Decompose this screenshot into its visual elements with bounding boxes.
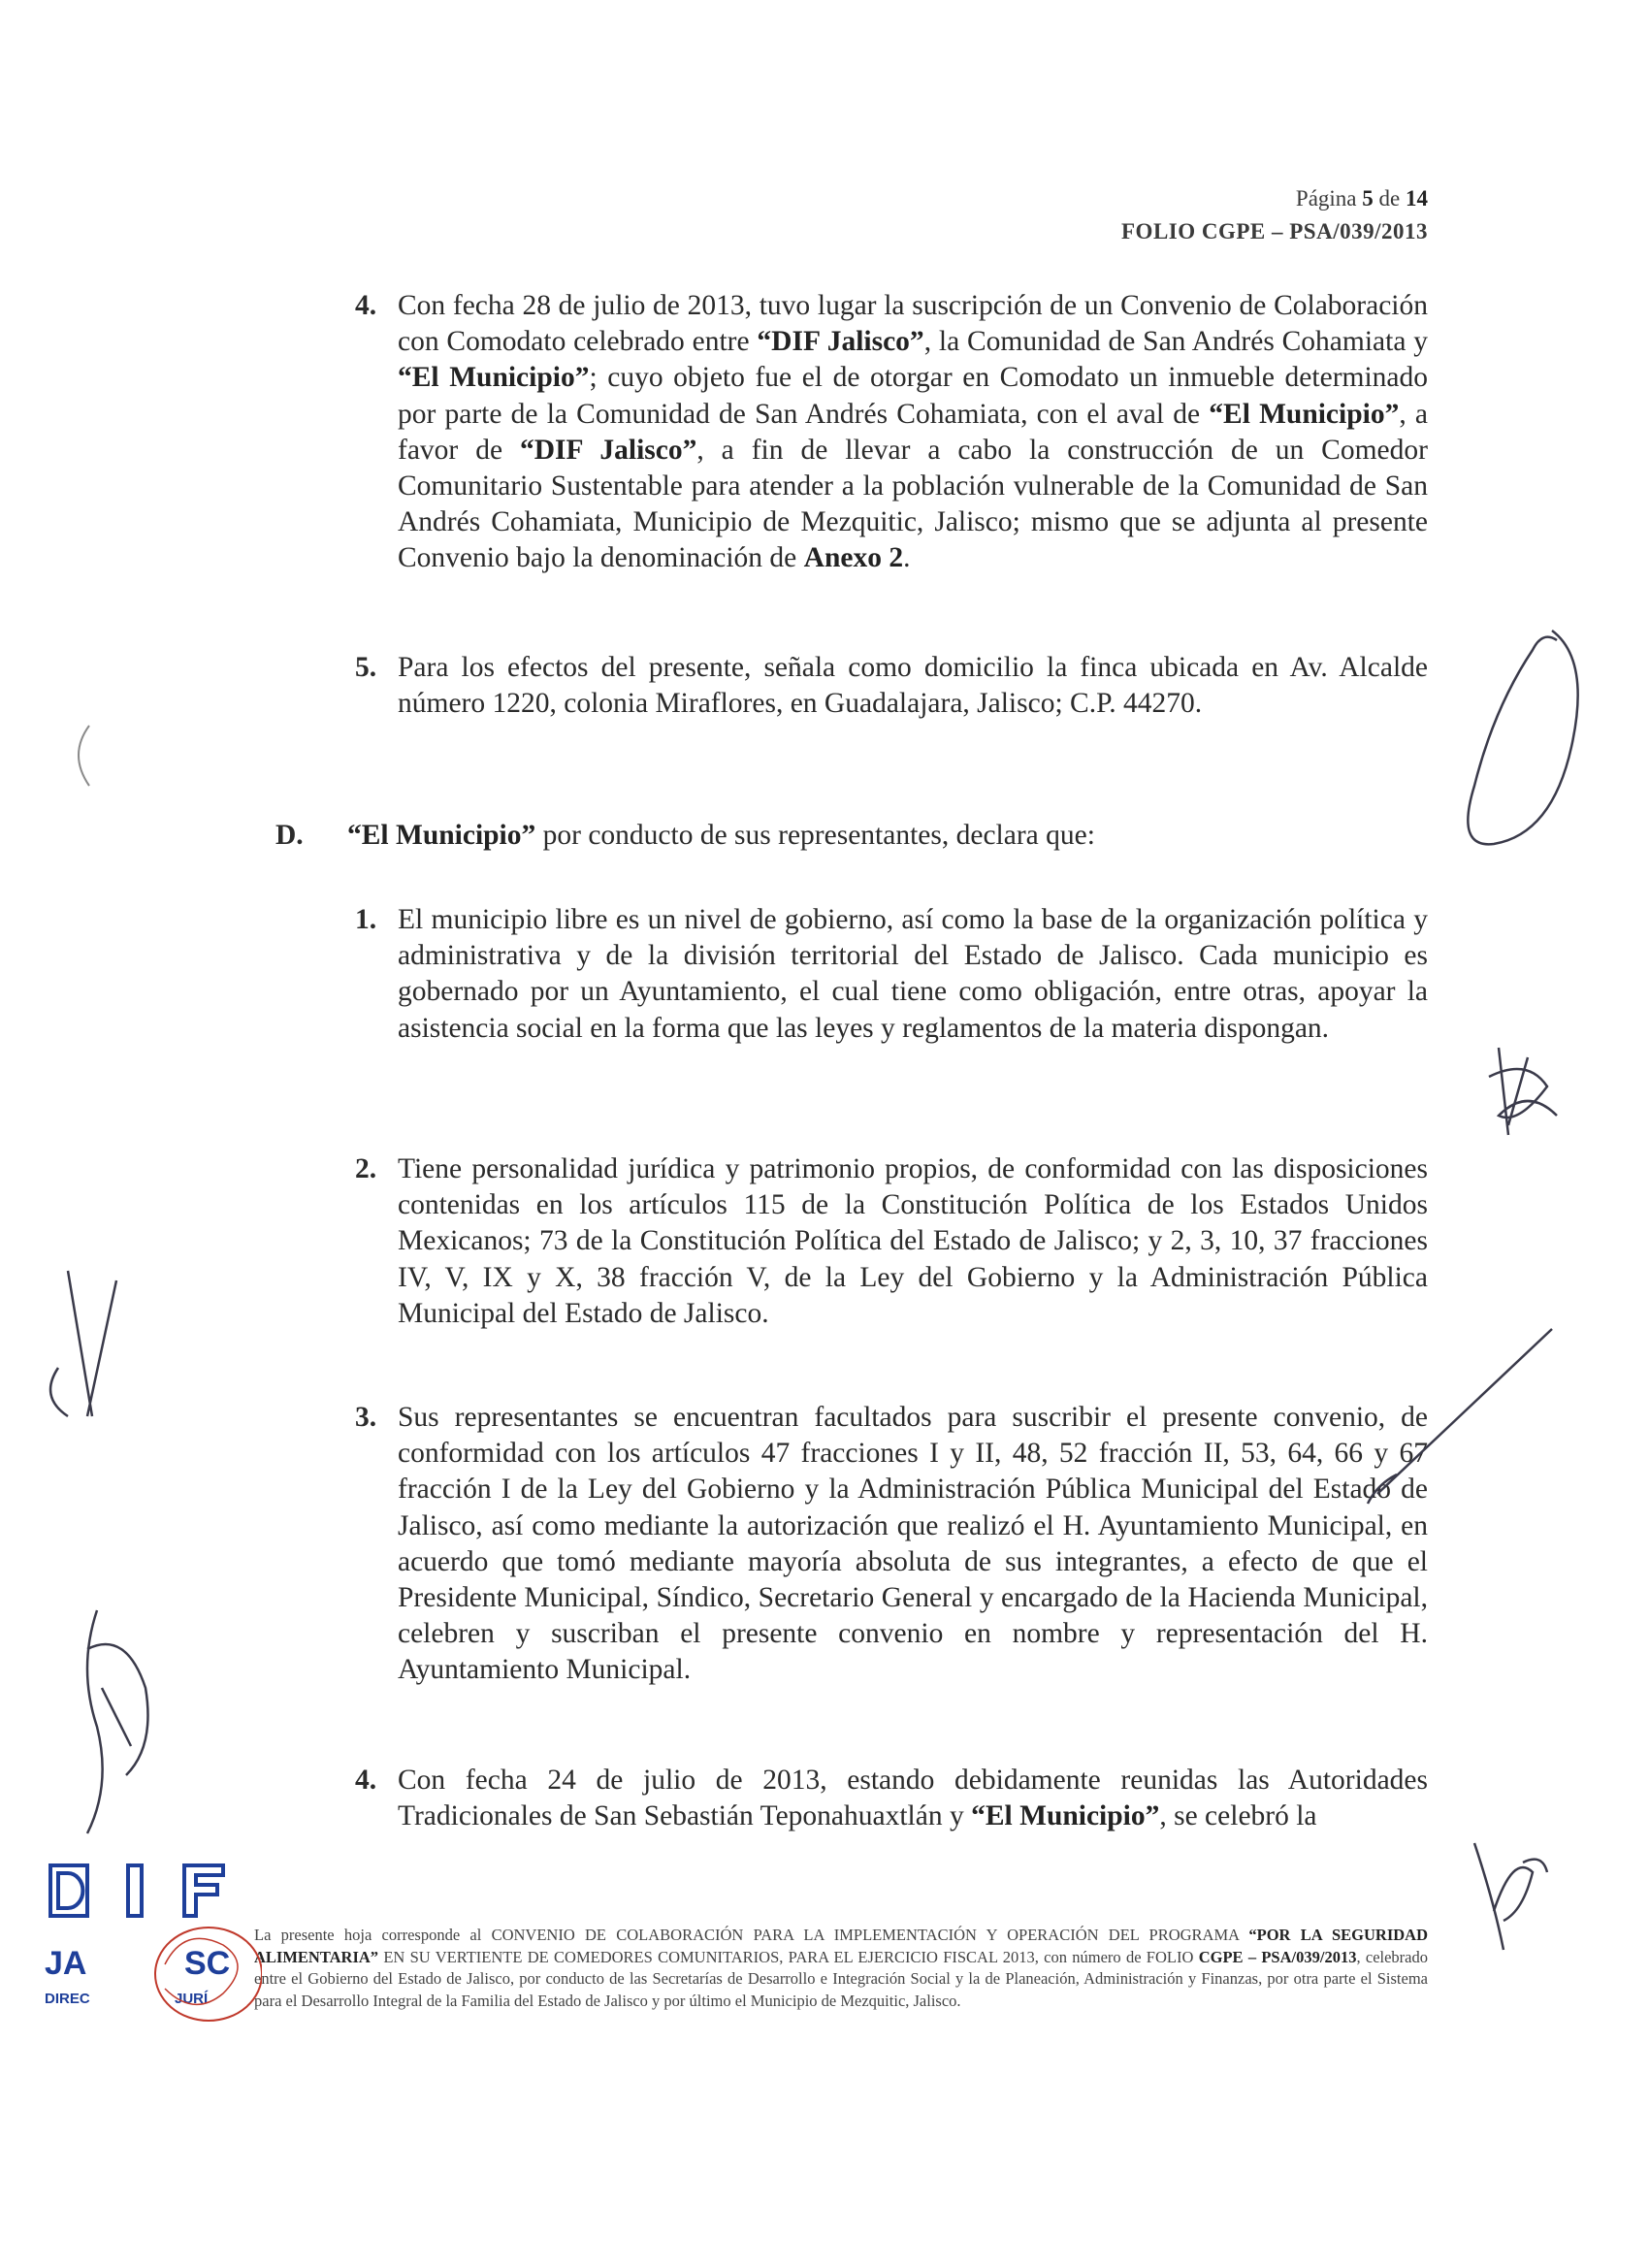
footer-note: [254, 1925, 1428, 2012]
bold-term: “El Municipio”: [971, 1800, 1160, 1832]
page-number-line: [1121, 182, 1428, 215]
page-header: [1121, 182, 1428, 248]
text-segment: La presente hoja corresponde al CONVENIO DE COLABORACIÓN PARA LA IMPLEMENTACIÓN Y OPERACIÓN DEL PROGRAMA: [254, 1926, 1249, 1944]
folio-number: FOLIO CGPE – PSA/039/2013: [1121, 219, 1428, 243]
initial-signature-left-1: [39, 1261, 146, 1436]
text-segment: Con fecha 24 de julio de 2013, estando debidamente reunidas las Autoridades Tradicionales de San Sebastián Teponahuaxtlán y: [398, 1765, 1428, 1832]
page-of-label: de: [1378, 186, 1401, 211]
initial-signature-right-2: [1479, 1038, 1567, 1145]
item-number: 4.: [355, 1765, 377, 1796]
item-number: 2.: [355, 1153, 377, 1184]
bold-term: “El Municipio”: [347, 820, 536, 851]
text-segment: por conducto de sus representantes, declara que:: [535, 820, 1095, 851]
bold-term: “El Municipio”: [398, 362, 590, 394]
declaration-d3: Sus representantes se encuentran facultados para suscribir el presente convenio, de conformidad con los artículos 47 fracciones I y II, 48, 52 fracción II, 53, 64, 66 y 67 fracción I de la Ley del Gobierno y la Administración Pública Municipal del Estado de Jalisco, así como mediante la autorización que realizó el H. Ayuntamiento Municipal, en acuerdo que tomó mediante mayoría absoluta de sus integrantes, a efecto de que el Presidente Municipal, Síndico, Secretario General y encargado de la Hacienda Municipal, celebren y suscriban el presente convenio en nombre y representación del H. Ayuntamiento Municipal.: [398, 1402, 1428, 1686]
item-number: 1.: [355, 904, 377, 935]
page-total: 14: [1406, 186, 1428, 211]
margin-mark: [62, 718, 101, 795]
page-label: Página: [1295, 186, 1357, 211]
text-segment: , a fin de llevar a cabo la construcción de un Comedor Comunitario Sustentable para atender a la población vulnerable de la Comunidad de San Andrés Cohamiata, Municipio de Mezquitic, Jalisco; mismo que se adjunta al presente Convenio bajo la denominación de: [398, 434, 1428, 574]
section-d-heading: [347, 818, 1414, 854]
declaration-c5: Para los efectos del presente, señala como domicilio la finca ubicada en Av. Alcalde número 1220, colonia Miraflores, en Guadalajara, Jalisco; C.P. 44270.: [398, 652, 1428, 720]
initial-signature-right-3: [1455, 1824, 1562, 1969]
svg-text:SC: SC: [184, 1945, 231, 1982]
dif-jalisco-stamp: [39, 1858, 262, 2023]
text-segment: ; cuyo objeto fue el de otorgar en Comodato un inmueble determinado por parte de la Comunidad de San Andrés Cohamiata, con el aval de: [398, 362, 1429, 430]
bold-term: Anexo 2: [803, 542, 904, 574]
text-segment: , celebrado entre el Gobierno del Estado de Jalisco, por conducto de las Secretarías de Desarrollo e Integración Social y la de Planeación, Administración y Finanzas, por otra parte el Sistema para el Desarrollo Integral de la Familia del Estado de Jalisco y por último el Municipio de Mezquitic, Jalisco.: [254, 1947, 1428, 2010]
text-segment: .: [903, 542, 911, 574]
bold-term: “El Municipio”: [1209, 398, 1400, 430]
item-number: 5.: [355, 652, 377, 683]
svg-text:DIREC: DIREC: [45, 1991, 90, 2007]
declaration-d1: El municipio libre es un nivel de gobierno, así como la base de la organización política y administrativa y de la división territorial del Estado de Jalisco. Cada municipio es gobernado por un Ayuntamiento, el cual tiene como obligación, entre otras, apoyar la asistencia social en la forma que las leyes y reglamentos de la materia dispongan.: [398, 904, 1428, 1044]
text-segment: Con fecha 28 de julio de 2013, tuvo lugar la suscripción de un Convenio de Colaboración con Comodato celebrado entre: [398, 290, 1428, 358]
svg-text:JURÍ: JURÍ: [175, 1991, 209, 2007]
declaration-d4: [398, 1763, 1428, 1834]
long-stroke-signature: [1339, 1319, 1581, 1513]
text-segment: , la Comunidad de San Andrés Cohamiata y: [923, 326, 1429, 358]
bold-term: “DIF Jalisco”: [519, 434, 697, 466]
page-number: 5: [1362, 186, 1374, 211]
initial-signature-left-2: [58, 1591, 165, 1843]
item-number: 4.: [355, 290, 377, 321]
declaration-d2: Tiene personalidad jurídica y patrimonio propios, de conformidad con las disposiciones contenidas en los artículos 115 de la Constitución Política de los Estados Unidos Mexicanos; 73 de la Constitución Política del Estado de Jalisco; y 2, 3, 10, 37 fracciones IV, V, IX y X, 38 fracción V, de la Ley del Gobierno y la Administración Pública Municipal del Estado de Jalisco.: [398, 1153, 1428, 1329]
initial-signature-right-1: [1436, 621, 1600, 854]
bold-term: “DIF Jalisco”: [757, 326, 924, 358]
item-number: 3.: [355, 1402, 377, 1433]
text-segment: EN SU VERTIENTE DE COMEDORES COMUNITARIOS, PARA EL EJERCICIO FISCAL 2013, con número de FOLIO: [378, 1947, 1199, 1966]
declaration-c4: [398, 288, 1428, 577]
text-segment: , a favor de: [398, 398, 1428, 466]
bold-term: “POR LA SEGURIDAD ALIMENTARIA”: [254, 1926, 1429, 1966]
svg-text:JA: JA: [45, 1945, 87, 1982]
bold-term: CGPE – PSA/039/2013: [1198, 1947, 1357, 1966]
text-segment: , se celebró la: [1159, 1800, 1317, 1832]
section-letter: D.: [275, 820, 304, 851]
